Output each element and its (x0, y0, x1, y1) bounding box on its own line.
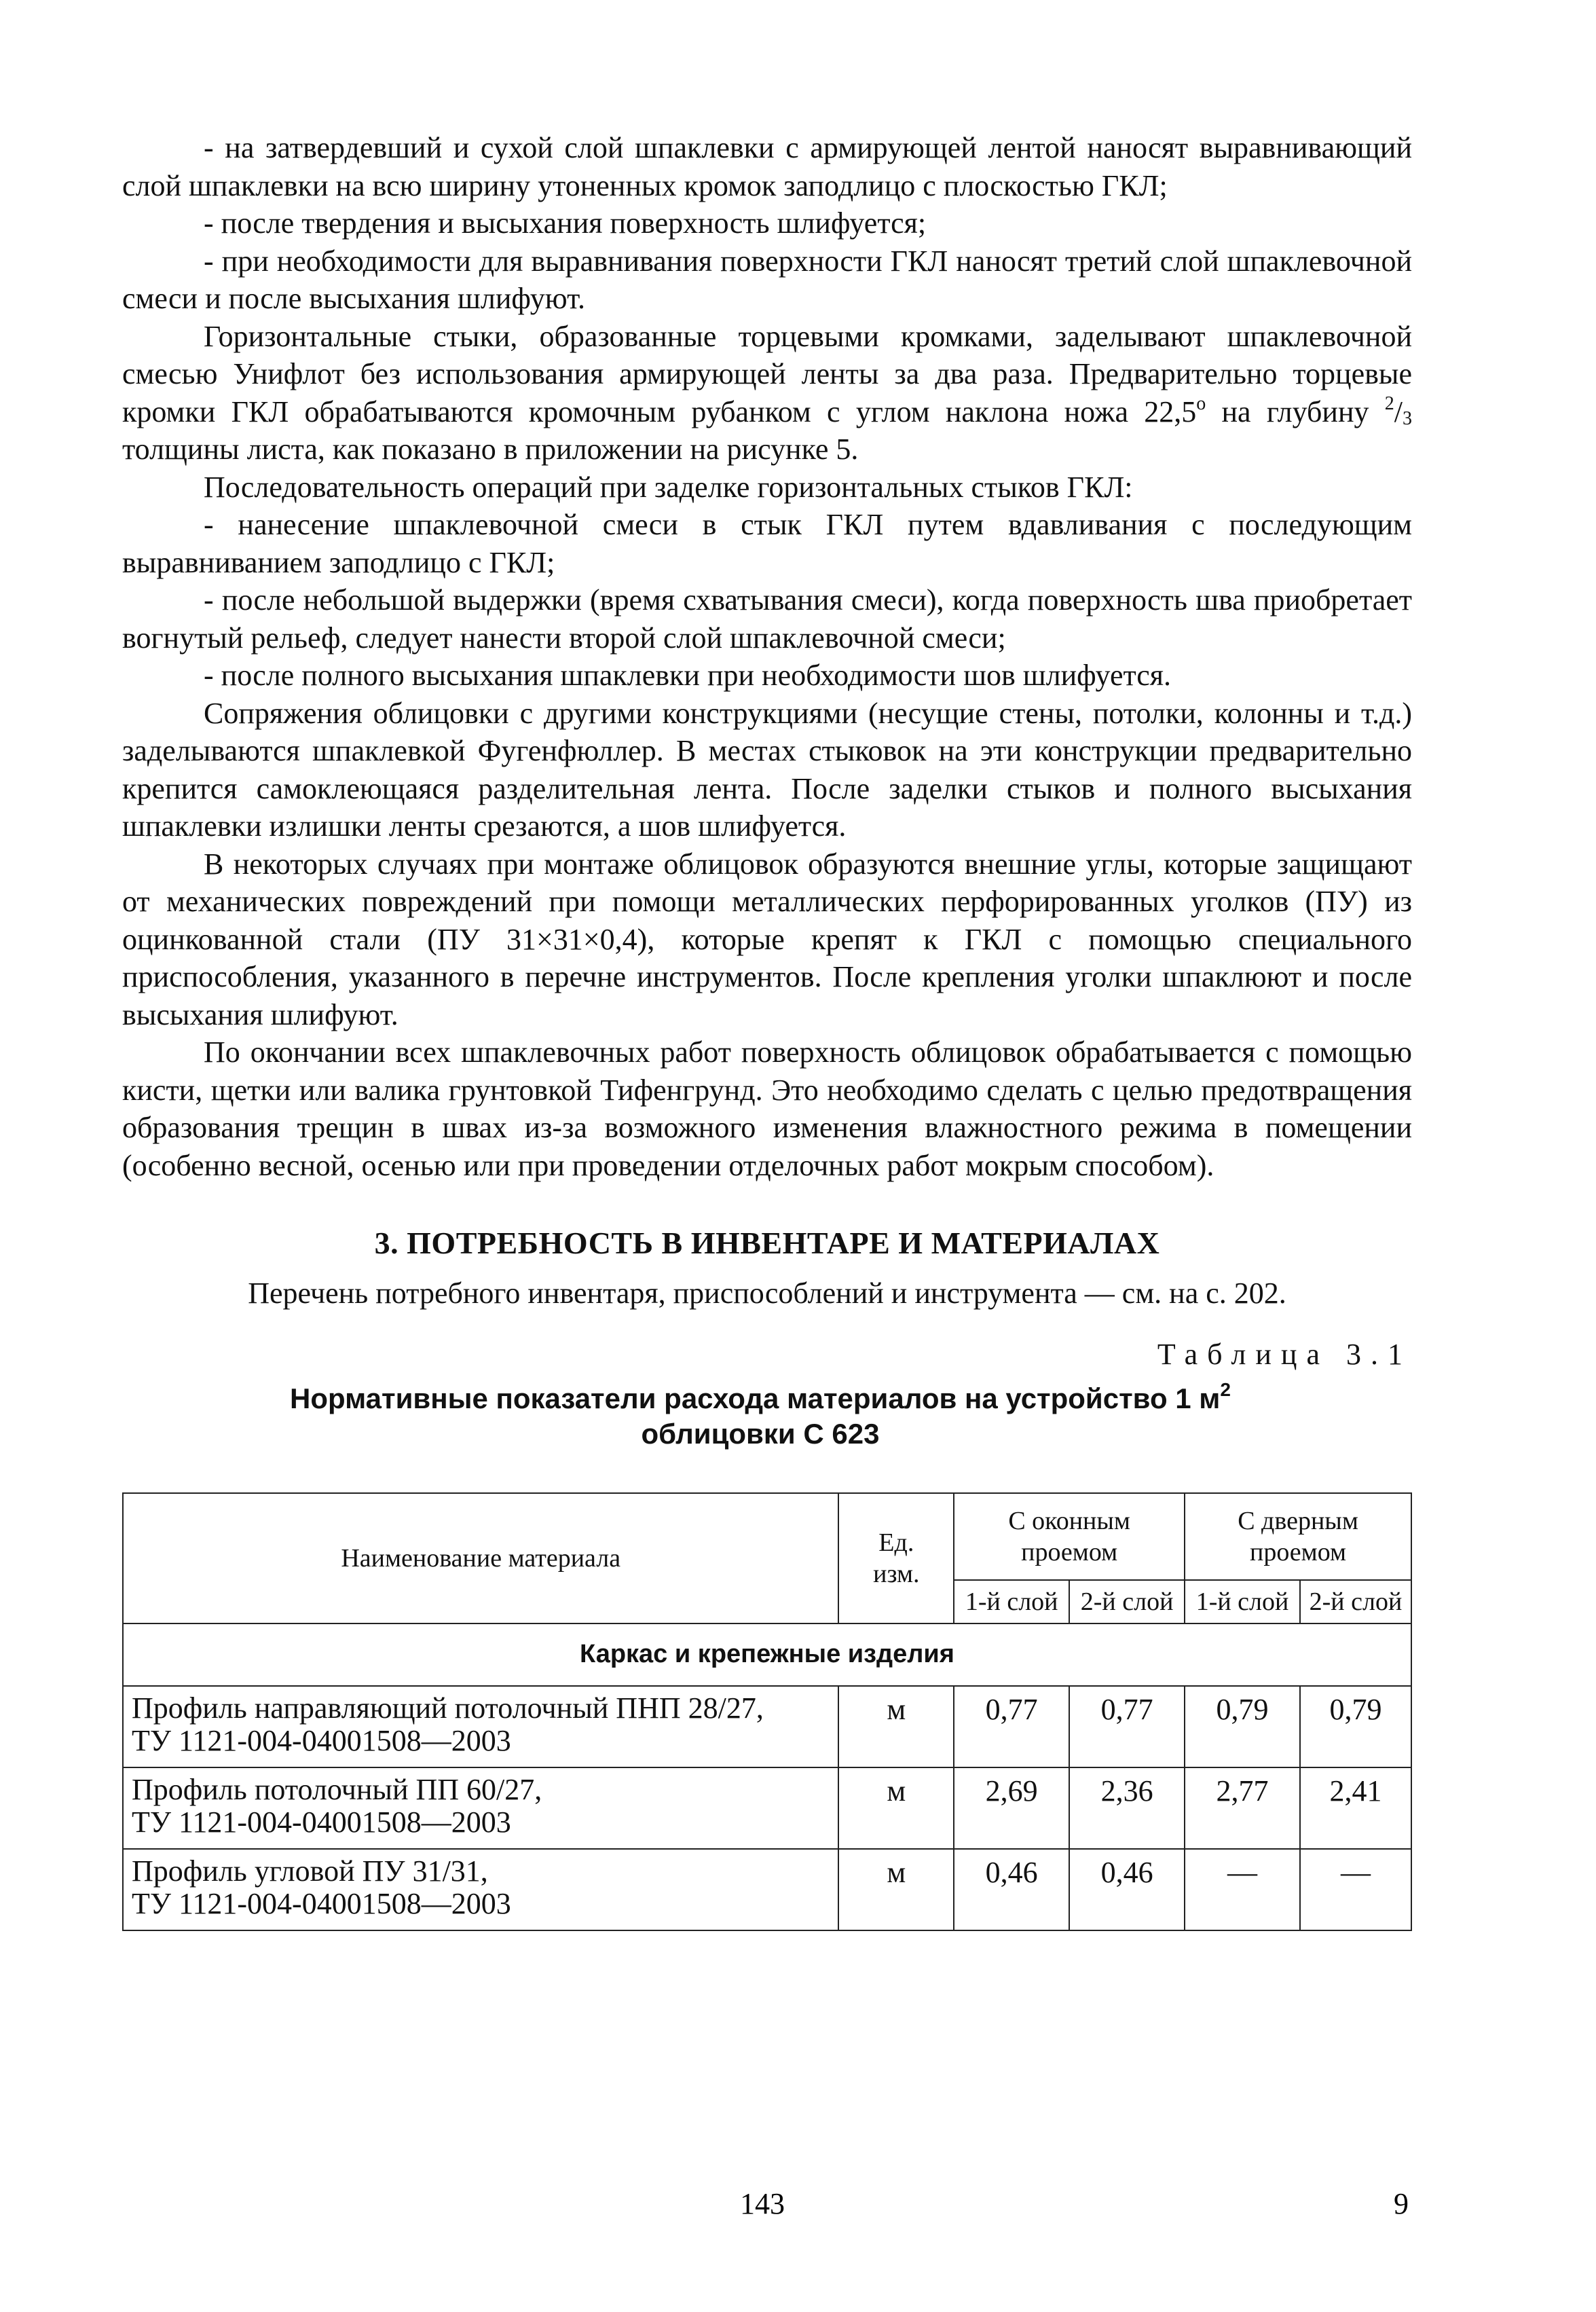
material-name (123, 1849, 838, 1930)
paragraph: - после твердения и высыхания поверхность шлифуется; (204, 206, 927, 240)
header-window-line2: проемом (1021, 1537, 1118, 1566)
value-cell: 2,41 (1300, 1767, 1411, 1849)
table-row (123, 1686, 1411, 1767)
value-cell: 0,77 (954, 1686, 1069, 1767)
header-layer: 2-й слой (1069, 1580, 1185, 1623)
paragraph: - при необходимости для выравнивания поверхности ГКЛ наносят третий слой шпаклевочной смеси и после высыхания шлифуют. (122, 244, 1412, 315)
superscript: 2 (1220, 1378, 1231, 1400)
page-number: 143 (740, 2187, 785, 2220)
table-row (123, 1849, 1411, 1930)
value-cell: 2,77 (1185, 1767, 1300, 1849)
table-label: Таблица 3.1 (1157, 1337, 1412, 1371)
paragraph: - на затвердевший и сухой слой шпаклевки с армирующей лентой наносят выравнивающий слой шпаклевки на всю ширину утоненных кромок заподлицо с плоскостью ГКЛ; (122, 131, 1412, 202)
header-layer: 2-й слой (1300, 1580, 1411, 1623)
text-run: толщины листа, как показано в приложении на рисунке 5. (122, 433, 859, 466)
header-door-line2: проемом (1250, 1537, 1347, 1566)
value-cell: 0,79 (1300, 1686, 1411, 1767)
material-spec: ТУ 1121-004-04001508—2003 (132, 1805, 511, 1839)
fraction-numerator: 2 (1384, 392, 1394, 414)
paragraph: По окончании всех шпаклевочных работ поверхность облицовок обрабатывается с помощью кисти, щетки или валика грунтовкой Тифенгрунд. Это необходимо сделать с целью предотвращения образования трещин в швах из-за возможного изменения влажностного режима в помещении (особенно весной, осенью или при проведении отделочных работ мокрым способом). (122, 1035, 1412, 1182)
header-door-opening (1185, 1493, 1411, 1581)
value-cell: — (1185, 1849, 1300, 1930)
document-page (122, 129, 1412, 1931)
value-cell: 0,46 (1069, 1849, 1185, 1930)
fraction-slash: / (1394, 394, 1403, 428)
value-cell: 2,69 (954, 1767, 1069, 1849)
material-name-line1: Профиль направляющий потолочный ПНП 28/27, (132, 1691, 764, 1725)
value-cell: 0,77 (1069, 1686, 1185, 1767)
header-unit-line1: Ед. (878, 1528, 914, 1557)
paragraph: В некоторых случаях при монтаже облицовок образуются внешние углы, которые защищают от механических повреждений при помощи металлических перфорированных уголков (ПУ) из оцинкованной стали (ПУ 31×31×0,4), которые крепят к ГКЛ с помощью специального приспособления, указанного в перечне инструментов. После крепления уголки шпаклюют и после высыхания шлифуют. (122, 847, 1412, 1031)
header-window-opening (954, 1493, 1185, 1581)
material-spec: ТУ 1121-004-04001508—2003 (132, 1886, 511, 1920)
value-cell: 2,36 (1069, 1767, 1185, 1849)
header-window-line1: С оконным (1008, 1506, 1130, 1535)
table-row (123, 1767, 1411, 1849)
value-cell: 0,46 (954, 1849, 1069, 1930)
degree-mark: o (1196, 392, 1206, 414)
section-note: Перечень потребного инвентаря, приспособлений и инструмента — см. на с. 202. (248, 1277, 1286, 1310)
header-unit (838, 1493, 954, 1623)
value-cell: 0,79 (1185, 1686, 1300, 1767)
page-number-right: 9 (1394, 2187, 1409, 2220)
section-heading: 3. ПОТРЕБНОСТЬ В ИНВЕНТАРЕ И МАТЕРИАЛАХ (374, 1226, 1160, 1260)
header-layer: 1-й слой (954, 1580, 1069, 1623)
table-title-line2: облицовки С 623 (641, 1417, 880, 1450)
table-section-title: Каркас и крепежные изделия (123, 1623, 1411, 1686)
table-title (122, 1378, 1398, 1452)
paragraph-horizontal-joints (122, 318, 1412, 469)
unit-cell: м (838, 1849, 954, 1930)
unit-cell: м (838, 1767, 954, 1849)
material-name-line1: Профиль потолочный ПП 60/27, (132, 1772, 542, 1806)
header-unit-line2: изм. (873, 1559, 920, 1588)
text-run: на глубину (1206, 394, 1385, 428)
header-material-name: Наименование материала (123, 1493, 838, 1623)
text-run: Горизонтальные стыки, образованные торцевыми кромками, заделывают шпаклевочной смесью Унифлот без использования армирующей ленты за два раза. Предварительно торцевые кромки ГКЛ обрабатываются кромочным рубанком с углом наклона ножа 22,5 (122, 319, 1412, 428)
header-door-line1: С дверным (1238, 1506, 1358, 1535)
paragraph: - после небольшой выдержки (время схватывания смеси), когда поверхность шва приобретает вогнутый рельеф, следует нанести второй слой шпаклевочной смеси; (122, 583, 1412, 655)
paragraph: Сопряжения облицовки с другими конструкциями (несущие стены, потолки, колонны и т.д.) заделываются шпаклевкой Фугенфюллер. В местах стыковок на эти конструкции предварительно крепится самоклеющаяся разделительная лента. После заделки стыков и полного высыхания шпаклевки излишки ленты срезаются, а шов шлифуется. (122, 696, 1412, 843)
value-cell: — (1300, 1849, 1411, 1930)
material-name (123, 1686, 838, 1767)
paragraph: - нанесение шпаклевочной смеси в стык ГКЛ путем вдавливания с последующим выравниванием заподлицо с ГКЛ; (122, 508, 1412, 579)
material-name (123, 1767, 838, 1849)
paragraph: Последовательность операций при заделке горизонтальных стыков ГКЛ: (204, 470, 1133, 504)
paragraph: - после полного высыхания шпаклевки при необходимости шов шлифуется. (204, 659, 1172, 692)
fraction-denominator: 3 (1403, 407, 1413, 429)
header-layer: 1-й слой (1185, 1580, 1300, 1623)
table-title-line1: Нормативные показатели расхода материалов на устройство 1 м (290, 1382, 1221, 1414)
materials-table (122, 1492, 1412, 1931)
unit-cell: м (838, 1686, 954, 1767)
material-name-line1: Профиль угловой ПУ 31/31, (132, 1854, 488, 1888)
material-spec: ТУ 1121-004-04001508—2003 (132, 1723, 511, 1757)
